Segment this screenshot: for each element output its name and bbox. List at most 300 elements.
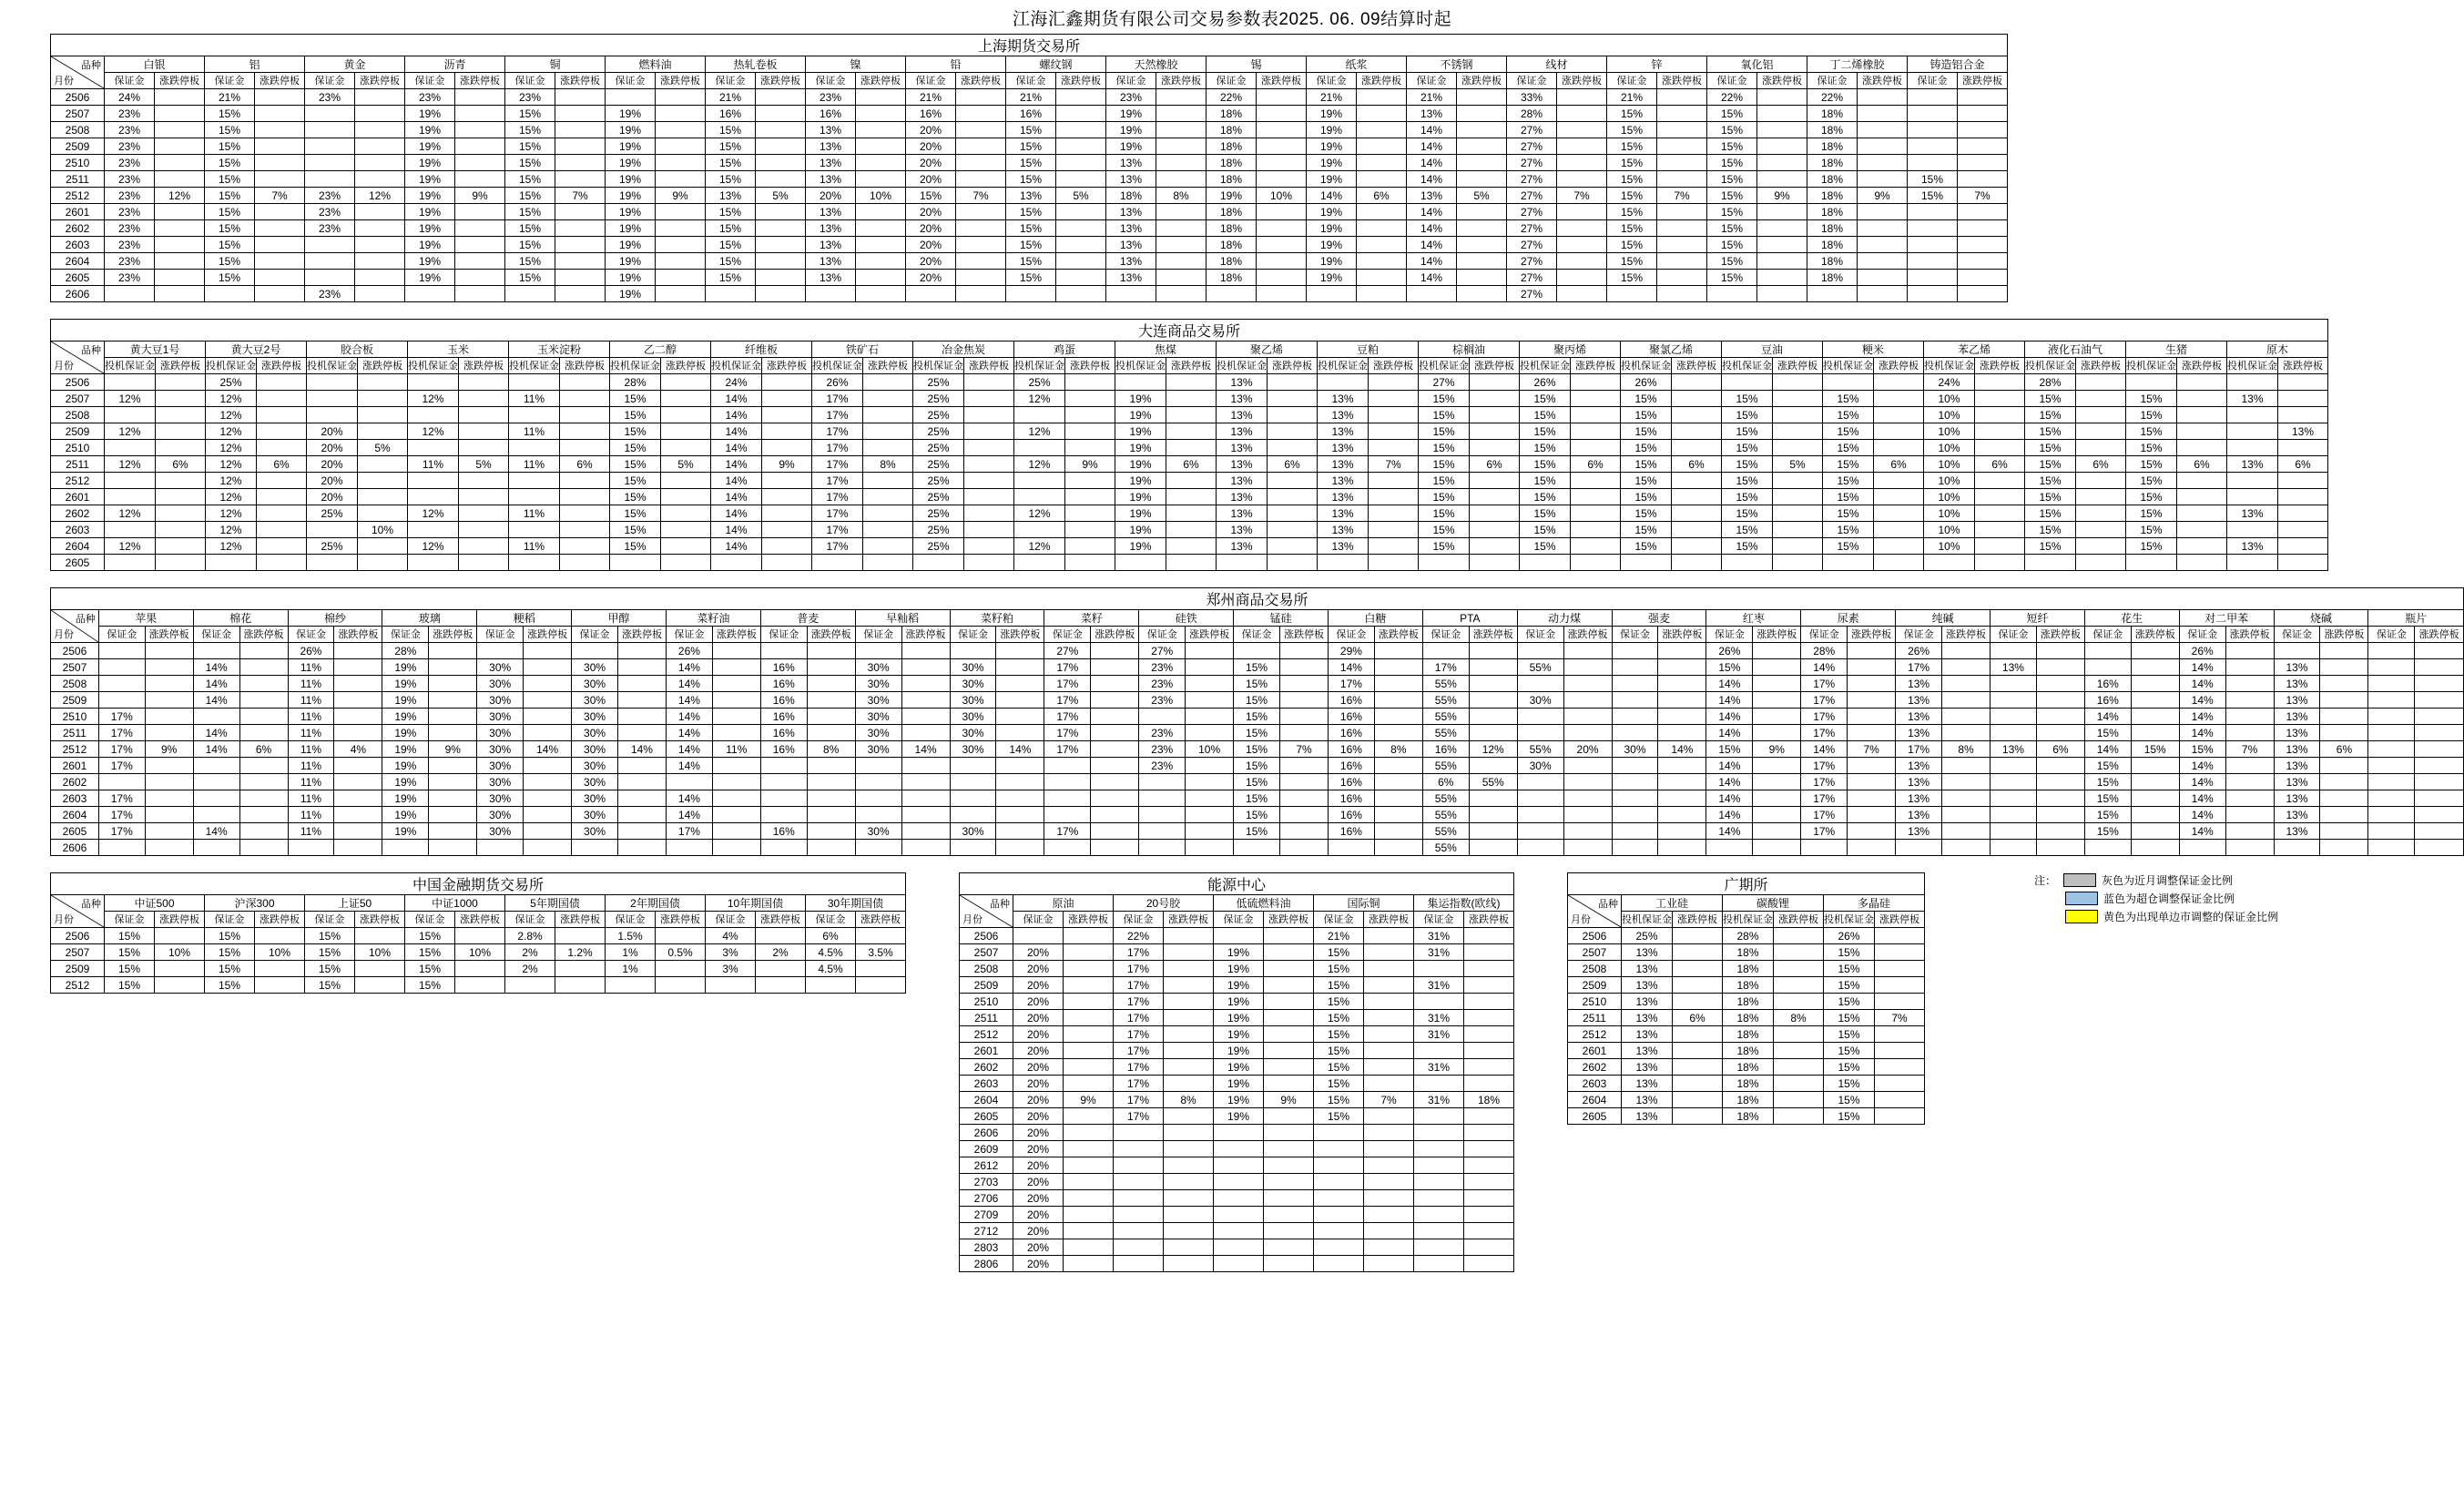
- margin-cell: 10%: [1924, 489, 1975, 505]
- limit-cell: [1657, 138, 1707, 155]
- margin-cell: 10%: [1924, 538, 1975, 555]
- table-row: [51, 807, 2464, 823]
- limit-cell: [1374, 840, 1422, 856]
- product-header: 红枣: [1706, 610, 1801, 627]
- margin-cell: 18%: [1723, 1010, 1774, 1026]
- margin-cell: 17%: [812, 489, 863, 505]
- margin-cell: 14%: [1407, 171, 1457, 188]
- limit-cell: [1773, 407, 1823, 423]
- margin-cell: 30%: [855, 823, 901, 840]
- table-row: [51, 188, 2008, 204]
- margin-cell: 14%: [1706, 676, 1753, 692]
- limit-cell: [996, 725, 1044, 741]
- limit-cell: 5%: [459, 456, 509, 473]
- margin-cell: [305, 237, 355, 253]
- margin-cell: 15%: [1234, 774, 1280, 790]
- margin-cell: 15%: [1722, 456, 1773, 473]
- limit-cell: [1357, 270, 1407, 286]
- product-header: 10年期国债: [706, 895, 806, 912]
- limit-cell: [2278, 489, 2328, 505]
- margin-cell: [610, 555, 661, 571]
- product-header: 不锈钢: [1407, 56, 1507, 73]
- limit-cell: [255, 122, 305, 138]
- margin-cell: 15%: [610, 505, 661, 522]
- product-header: 苯乙烯: [1924, 342, 2025, 358]
- limit-cell: [560, 538, 610, 555]
- margin-cell: 10%: [1924, 456, 1975, 473]
- product-header: 棉纱: [288, 610, 382, 627]
- limit-cell: [145, 709, 193, 725]
- margin-cell: 18%: [1807, 155, 1858, 171]
- corner-top-label: 品种: [990, 899, 1010, 910]
- margin-cell: [666, 774, 712, 790]
- margin-cell: 19%: [1115, 440, 1166, 456]
- limit-subheader: 涨跌停板: [156, 358, 206, 374]
- margin-cell: [98, 692, 145, 709]
- margin-cell: 15%: [505, 171, 555, 188]
- margin-cell: 15%: [1520, 391, 1571, 407]
- margin-cell: [1991, 823, 2037, 840]
- limit-cell: [807, 840, 855, 856]
- month-cell: 2803: [960, 1239, 1013, 1256]
- margin-cell: 19%: [606, 106, 656, 122]
- limit-cell: [1457, 253, 1507, 270]
- margin-cell: [1044, 758, 1091, 774]
- limit-cell: [355, 171, 405, 188]
- limit-cell: [429, 823, 477, 840]
- limit-cell: [1164, 1076, 1214, 1092]
- limit-cell: [1875, 1092, 1925, 1108]
- margin-cell: [1139, 823, 1186, 840]
- table-row: [1568, 1043, 1925, 1059]
- margin-cell: 13%: [1991, 659, 2037, 676]
- limit-cell: [1065, 440, 1115, 456]
- limit-cell: [807, 709, 855, 725]
- margin-subheader: 保证金: [1707, 73, 1757, 89]
- limit-cell: 9%: [1753, 741, 1801, 758]
- limit-cell: [1264, 961, 1314, 977]
- legend-text-yellow: 黄色为出现单边市调整的保证金比例: [2103, 911, 2279, 923]
- margin-cell: 15%: [610, 522, 661, 538]
- limit-cell: [455, 286, 505, 302]
- limit-cell: 6%: [2320, 741, 2368, 758]
- limit-cell: [1268, 489, 1318, 505]
- margin-cell: [2126, 374, 2177, 391]
- margin-cell: 15%: [1234, 741, 1280, 758]
- margin-cell: 19%: [382, 676, 429, 692]
- margin-cell: [382, 840, 429, 856]
- month-cell: 2512: [51, 977, 105, 994]
- limit-cell: [807, 676, 855, 692]
- product-header: 苹果: [98, 610, 193, 627]
- limit-subheader: 涨跌停板: [1369, 358, 1419, 374]
- limit-cell: [2415, 676, 2464, 692]
- limit-cell: [856, 270, 906, 286]
- limit-cell: [617, 840, 666, 856]
- margin-cell: 16%: [1329, 741, 1375, 758]
- margin-cell: 15%: [2126, 391, 2177, 407]
- margin-cell: 17%: [1114, 1092, 1164, 1108]
- month-cell: 2506: [51, 643, 99, 659]
- margin-cell: [1207, 286, 1257, 302]
- limit-cell: [257, 555, 307, 571]
- margin-cell: 17%: [1801, 823, 1848, 840]
- limit-subheader: 涨跌停板: [429, 627, 477, 643]
- margin-cell: 25%: [913, 440, 964, 456]
- margin-cell: 19%: [1207, 188, 1257, 204]
- limit-cell: [901, 725, 950, 741]
- limit-subheader: 涨跌停板: [1374, 627, 1422, 643]
- margin-cell: 14%: [2179, 823, 2225, 840]
- limit-cell: [1357, 286, 1407, 302]
- limit-cell: [1164, 928, 1214, 944]
- margin-cell: 14%: [666, 709, 712, 725]
- limit-cell: [1164, 977, 1214, 994]
- margin-cell: [1014, 440, 1065, 456]
- table-row: [960, 1190, 1514, 1207]
- limit-cell: [1874, 473, 1924, 489]
- limit-cell: [145, 676, 193, 692]
- limit-cell: [1166, 423, 1217, 440]
- margin-cell: 16%: [1329, 823, 1375, 840]
- limit-cell: [863, 440, 913, 456]
- margin-cell: [1612, 643, 1658, 659]
- month-cell: 2601: [51, 204, 105, 220]
- limit-cell: [1156, 286, 1207, 302]
- limit-cell: [239, 676, 288, 692]
- margin-cell: 15%: [2126, 423, 2177, 440]
- margin-cell: 17%: [812, 456, 863, 473]
- table-row: [51, 977, 906, 994]
- margin-cell: [1807, 286, 1858, 302]
- margin-cell: 15%: [305, 944, 355, 961]
- limit-cell: [756, 253, 806, 270]
- limit-cell: [1364, 1223, 1414, 1239]
- margin-cell: 20%: [806, 188, 856, 204]
- margin-subheader: 保证金: [505, 73, 555, 89]
- limit-cell: [455, 138, 505, 155]
- margin-cell: [1006, 286, 1056, 302]
- margin-cell: 30%: [950, 659, 996, 676]
- month-cell: 2508: [51, 676, 99, 692]
- limit-cell: [255, 237, 305, 253]
- margin-cell: 13%: [1622, 961, 1673, 977]
- margin-subheader: 投机保证金: [1621, 358, 1672, 374]
- limit-cell: [1264, 994, 1314, 1010]
- table-中国金融期货交易所: [50, 872, 906, 994]
- margin-cell: 15%: [906, 188, 956, 204]
- margin-cell: 11%: [288, 659, 334, 676]
- margin-cell: 30%: [950, 676, 996, 692]
- margin-cell: 17%: [812, 423, 863, 440]
- margin-cell: [855, 643, 901, 659]
- limit-cell: [1164, 1157, 1214, 1174]
- limit-cell: [334, 790, 382, 807]
- limit-cell: [1470, 538, 1520, 555]
- limit-cell: [1563, 758, 1612, 774]
- limit-cell: [1164, 1190, 1214, 1207]
- limit-subheader: 涨跌停板: [1357, 73, 1407, 89]
- limit-cell: [1164, 1010, 1214, 1026]
- limit-cell: [656, 106, 706, 122]
- limit-cell: [996, 758, 1044, 774]
- margin-cell: 23%: [105, 138, 155, 155]
- margin-subheader: 保证金: [606, 912, 656, 928]
- limit-cell: [1657, 204, 1707, 220]
- margin-cell: 15%: [1722, 505, 1773, 522]
- table-row: [51, 538, 2328, 555]
- limit-cell: [2036, 807, 2084, 823]
- margin-cell: 23%: [105, 171, 155, 188]
- margin-cell: 23%: [105, 204, 155, 220]
- limit-cell: [1374, 823, 1422, 840]
- margin-cell: [572, 840, 618, 856]
- margin-cell: [1823, 374, 1874, 391]
- margin-subheader: 保证金: [1044, 627, 1091, 643]
- table-row: [960, 1026, 1514, 1043]
- month-cell: 2511: [51, 456, 105, 473]
- margin-cell: 19%: [1307, 253, 1357, 270]
- limit-cell: [712, 758, 760, 774]
- table-row: [51, 709, 2464, 725]
- limit-cell: [2320, 790, 2368, 807]
- table-row: [51, 774, 2464, 790]
- margin-cell: [1908, 204, 1958, 220]
- margin-cell: 15%: [1707, 270, 1757, 286]
- limit-cell: 8%: [1374, 741, 1422, 758]
- limit-cell: [145, 643, 193, 659]
- limit-cell: [1457, 89, 1507, 106]
- limit-cell: [555, 106, 606, 122]
- margin-cell: [1823, 555, 1874, 571]
- margin-subheader: 投机保证金: [1722, 358, 1773, 374]
- margin-cell: [1722, 555, 1773, 571]
- product-header: 2年期国债: [606, 895, 706, 912]
- limit-cell: [1166, 505, 1217, 522]
- limit-cell: [1268, 407, 1318, 423]
- limit-cell: [1064, 1174, 1114, 1190]
- margin-subheader: 保证金: [1801, 627, 1848, 643]
- limit-cell: [656, 89, 706, 106]
- margin-cell: 15%: [1419, 407, 1470, 423]
- table-row: [960, 944, 1514, 961]
- limit-cell: [1264, 1256, 1314, 1272]
- limit-cell: [156, 538, 206, 555]
- margin-cell: 18%: [1807, 220, 1858, 237]
- table-row: [1568, 961, 1925, 977]
- margin-cell: 17%: [1801, 692, 1848, 709]
- limit-cell: [1753, 840, 1801, 856]
- limit-cell: 6%: [239, 741, 288, 758]
- table-row: [960, 1174, 1514, 1190]
- limit-cell: [1757, 122, 1807, 138]
- limit-cell: [1753, 774, 1801, 790]
- margin-cell: 23%: [105, 237, 155, 253]
- corner-bottom-label: 月份: [1571, 914, 1591, 925]
- margin-cell: 19%: [1214, 1043, 1264, 1059]
- bottom-row: [0, 872, 2464, 1272]
- margin-cell: 16%: [1422, 741, 1469, 758]
- table-row: [51, 407, 2328, 423]
- limit-cell: 13%: [2278, 423, 2328, 440]
- margin-cell: 13%: [1622, 1026, 1673, 1043]
- limit-cell: [145, 790, 193, 807]
- limit-cell: [1268, 440, 1318, 456]
- limit-cell: [1369, 505, 1419, 522]
- margin-cell: 13%: [1217, 489, 1268, 505]
- limit-cell: [155, 138, 205, 155]
- limit-cell: [1657, 237, 1707, 253]
- limit-subheader: 涨跌停板: [1470, 358, 1520, 374]
- limit-cell: [1464, 1076, 1514, 1092]
- limit-cell: [1470, 374, 1520, 391]
- limit-cell: [1369, 555, 1419, 571]
- margin-cell: 15%: [505, 220, 555, 237]
- month-cell: 2506: [960, 928, 1013, 944]
- legend: [2034, 872, 2278, 927]
- limit-cell: [1563, 692, 1612, 709]
- margin-cell: 28%: [610, 374, 661, 391]
- limit-cell: [455, 171, 505, 188]
- limit-subheader: 涨跌停板: [1164, 912, 1214, 928]
- table-row: [1568, 944, 1925, 961]
- margin-cell: 15%: [1520, 522, 1571, 538]
- limit-subheader: 涨跌停板: [1186, 627, 1234, 643]
- margin-cell: [408, 489, 459, 505]
- limit-cell: [1065, 555, 1115, 571]
- product-header: 天然橡胶: [1106, 56, 1207, 73]
- margin-subheader: 投机保证金: [2025, 358, 2076, 374]
- margin-cell: [950, 840, 996, 856]
- legend-text-gray: 灰色为近月调整保证金比例: [2102, 874, 2234, 887]
- limit-cell: [2036, 709, 2084, 725]
- month-cell: 2602: [960, 1059, 1013, 1076]
- limit-cell: [1166, 374, 1217, 391]
- limit-cell: 8%: [1942, 741, 1991, 758]
- margin-cell: 55%: [1422, 807, 1469, 823]
- margin-cell: 12%: [206, 440, 257, 456]
- margin-cell: 19%: [382, 725, 429, 741]
- margin-subheader: 保证金: [1414, 912, 1464, 928]
- margin-cell: 11%: [509, 538, 560, 555]
- limit-cell: [459, 522, 509, 538]
- limit-cell: [1065, 374, 1115, 391]
- limit-cell: [1673, 1092, 1723, 1108]
- limit-cell: [1364, 1207, 1414, 1223]
- margin-cell: [193, 643, 239, 659]
- month-cell: 2510: [51, 440, 105, 456]
- limit-cell: [1672, 505, 1722, 522]
- limit-cell: [1364, 1125, 1414, 1141]
- limit-cell: 6%: [257, 456, 307, 473]
- limit-cell: [1264, 1141, 1314, 1157]
- limit-cell: [2177, 391, 2227, 407]
- month-cell: 2507: [1568, 944, 1622, 961]
- margin-cell: 13%: [1622, 977, 1673, 994]
- margin-cell: 13%: [1217, 407, 1268, 423]
- margin-cell: [1014, 407, 1065, 423]
- margin-cell: [1612, 659, 1658, 676]
- margin-cell: 18%: [1807, 270, 1858, 286]
- margin-cell: 19%: [1307, 171, 1357, 188]
- margin-cell: 30%: [572, 774, 618, 790]
- margin-cell: 12%: [1014, 538, 1065, 555]
- limit-cell: [1942, 676, 1991, 692]
- limit-cell: [1672, 522, 1722, 538]
- margin-cell: 12%: [1014, 456, 1065, 473]
- limit-cell: [756, 928, 806, 944]
- margin-cell: [1139, 709, 1186, 725]
- margin-cell: 19%: [1214, 994, 1264, 1010]
- limit-subheader: 涨跌停板: [1064, 912, 1114, 928]
- limit-cell: [2177, 538, 2227, 555]
- margin-cell: [193, 840, 239, 856]
- limit-cell: [2278, 391, 2328, 407]
- limit-cell: [1848, 676, 1896, 692]
- table-row: [51, 928, 906, 944]
- margin-cell: 31%: [1414, 1092, 1464, 1108]
- margin-cell: 14%: [2179, 692, 2225, 709]
- limit-cell: 8%: [863, 456, 913, 473]
- month-cell: 2612: [960, 1157, 1013, 1174]
- margin-cell: [760, 758, 807, 774]
- limit-cell: [1257, 237, 1307, 253]
- margin-cell: [1612, 725, 1658, 741]
- limit-cell: [1942, 790, 1991, 807]
- margin-cell: 16%: [760, 709, 807, 725]
- margin-subheader: 投机保证金: [1622, 912, 1673, 928]
- limit-cell: [1958, 270, 2008, 286]
- limit-cell: [1279, 790, 1328, 807]
- margin-cell: 13%: [806, 270, 856, 286]
- limit-cell: [1164, 1207, 1214, 1223]
- limit-cell: [1064, 1141, 1114, 1157]
- corner-bottom-label: 月份: [962, 914, 983, 925]
- limit-subheader: 涨跌停板: [145, 627, 193, 643]
- limit-cell: [712, 692, 760, 709]
- margin-cell: 13%: [1622, 1043, 1673, 1059]
- limit-cell: 2%: [756, 944, 806, 961]
- section-大连商品交易所: [0, 319, 2464, 571]
- limit-cell: [2415, 840, 2464, 856]
- limit-cell: [964, 391, 1014, 407]
- limit-cell: [1757, 106, 1807, 122]
- limit-cell: [1975, 407, 2025, 423]
- limit-cell: [1268, 391, 1318, 407]
- margin-cell: 15%: [2025, 391, 2076, 407]
- margin-cell: 16%: [760, 692, 807, 709]
- margin-cell: 15%: [2084, 790, 2131, 807]
- limit-cell: 6%: [1672, 456, 1722, 473]
- margin-cell: 15%: [2126, 505, 2177, 522]
- margin-cell: 15%: [706, 204, 756, 220]
- margin-cell: 12%: [408, 505, 459, 522]
- limit-cell: [1975, 473, 2025, 489]
- margin-cell: 15%: [1234, 790, 1280, 807]
- month-cell: 2508: [1568, 961, 1622, 977]
- limit-cell: [257, 473, 307, 489]
- product-header: 氧化铝: [1707, 56, 1807, 73]
- margin-cell: 13%: [2274, 725, 2320, 741]
- margin-cell: 25%: [913, 407, 964, 423]
- limit-cell: [429, 659, 477, 676]
- limit-cell: [2320, 725, 2368, 741]
- margin-cell: 17%: [1896, 741, 1942, 758]
- corner-bottom-label: 月份: [54, 361, 74, 372]
- limit-cell: [1064, 1076, 1114, 1092]
- product-header: 丁二烯橡胶: [1807, 56, 1908, 73]
- limit-cell: [239, 807, 288, 823]
